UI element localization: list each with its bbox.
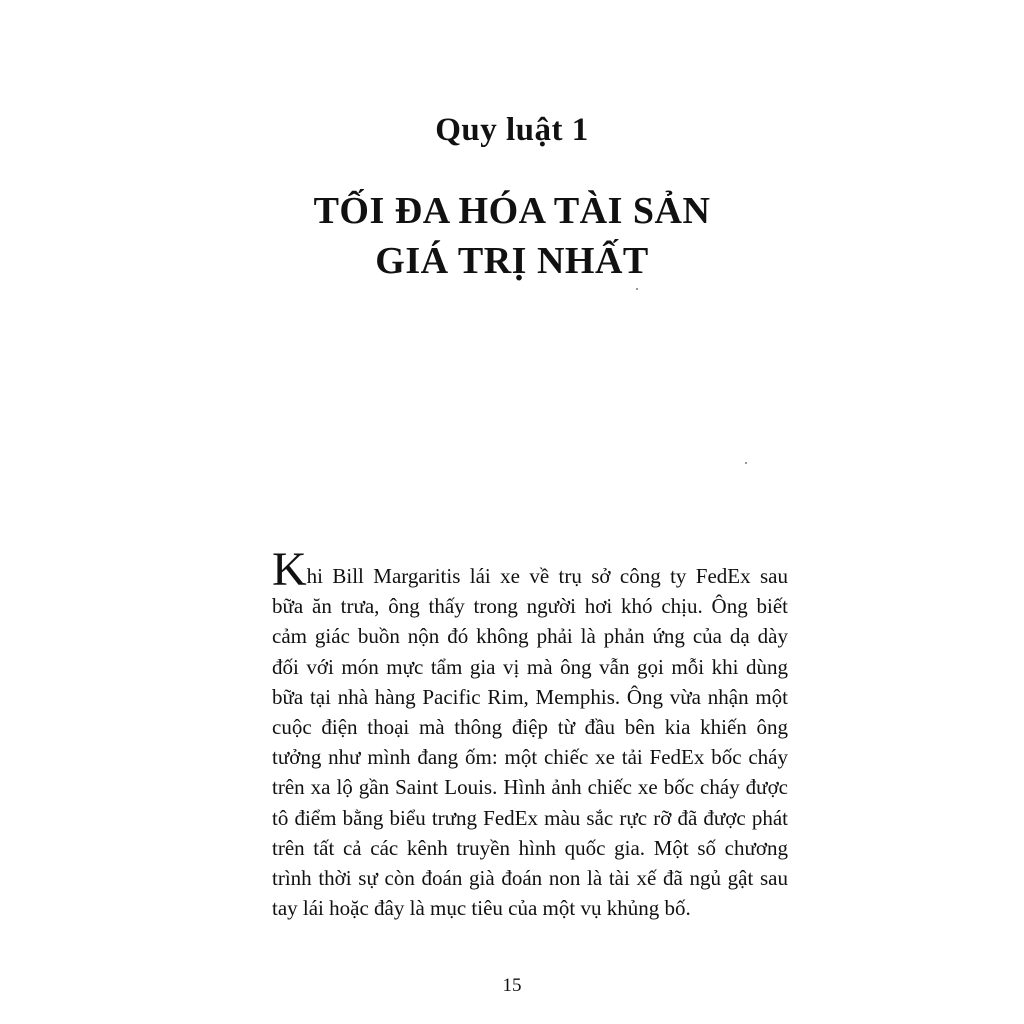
body-line-11: trình thời sự còn đoán già đoán non là tài xế đã ngủ gật sau [272,866,788,891]
body-line-6: cuộc điện thoại mà thông điệp từ đầu bên kia khiến ông [272,715,788,740]
body-line-12: tay lái hoặc đây là mục tiêu của một vụ khủng bố. [272,896,691,921]
body-line-3: cảm giác buồn nộn đó không phải là phản ứng của dạ dày [272,624,788,649]
chapter-label: Quy luật 1 [435,112,589,148]
body-line-10: trên tất cả các kênh truyền hình quốc gia. Một số chương [272,835,788,860]
first-line-text: hi Bill Margaritis lái xe về trụ sở công ty FedEx sau [306,564,788,588]
chapter-title-line-1: TỐI ĐA HÓA TÀI SẢN [313,190,711,232]
body-line-8: trên xa lộ gần Saint Louis. Hình ảnh chiếc xe bốc cháy được [272,775,788,800]
body-line-7: tưởng như mình đang ốm: một chiếc xe tải FedEx bốc cháy [272,745,788,770]
body-line-2: bữa ăn trưa, ông thấy trong người hơi khó chịu. Ông biết [272,594,788,619]
scan-speck [636,288,638,290]
drop-cap-letter: K [272,543,307,596]
body-line-4: đối với món mực tẩm gia vị mà ông vẫn gọi mỗi khi dùng [272,654,788,679]
chapter-title-line-2: GIÁ TRỊ NHẤT [375,240,649,282]
page-number: 15 [502,975,522,996]
body-line-1 [272,543,788,596]
chapter-title [0,186,1024,286]
body-line-9: tô điểm bằng biểu trưng FedEx màu sắc rực rỡ đã được phát [272,805,788,830]
body-line-5: bữa tại nhà hàng Pacific Rim, Memphis. Ông vừa nhận một [272,684,788,709]
body-paragraph [272,543,788,923]
scan-speck [745,462,747,464]
